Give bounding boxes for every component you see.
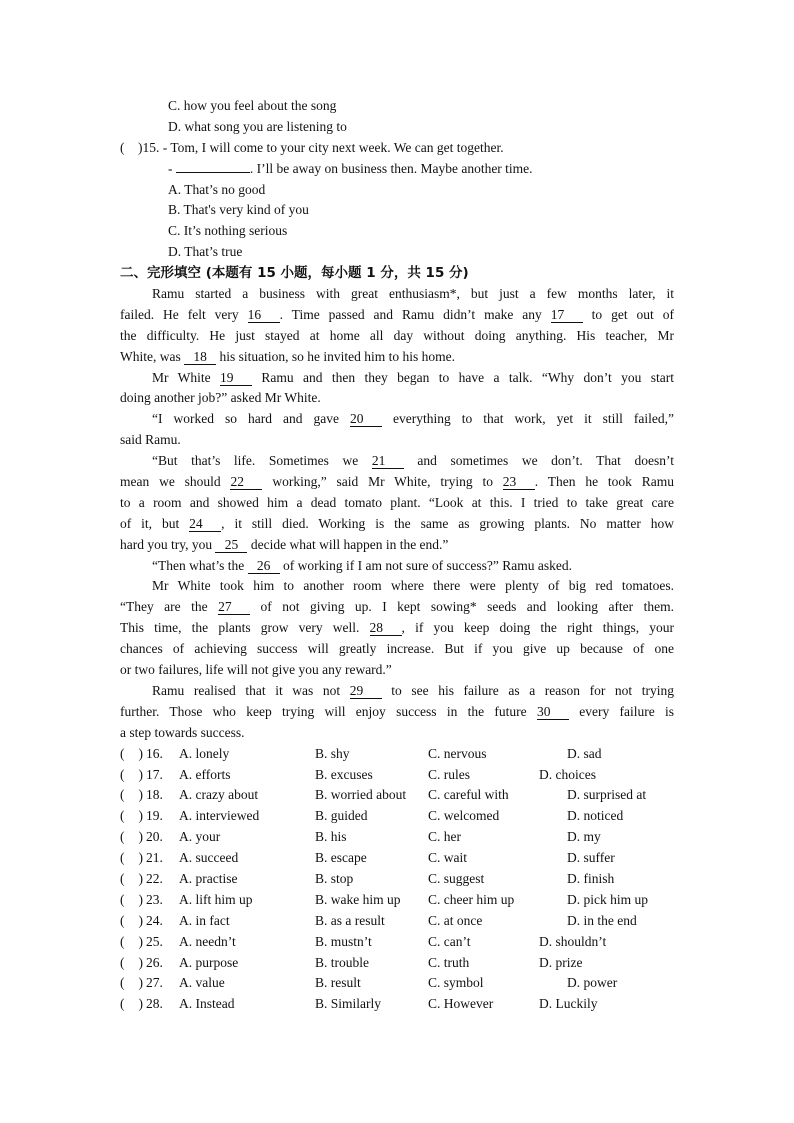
question-row: [120, 953, 674, 974]
question-number: 21.: [146, 850, 163, 866]
question-number: 17.: [146, 766, 163, 782]
passage-line: to a room and showed him a dead tomato plant. “Look at this. I tried to take great care: [120, 494, 674, 510]
option-b: B. worried about: [315, 787, 407, 803]
option-a: A. succeed: [179, 850, 239, 866]
option-a: A. purpose: [179, 954, 239, 970]
blank-21[interactable]: 21: [372, 453, 404, 469]
option-c: C. suggest: [428, 870, 485, 886]
answer-paren[interactable]: ( ): [120, 891, 143, 907]
question-number: 22.: [146, 870, 163, 886]
blank-27[interactable]: 27: [218, 599, 250, 615]
option-d: D. my: [567, 829, 601, 845]
answer-paren[interactable]: ( ): [120, 745, 143, 761]
option-a: A. in fact: [179, 912, 230, 928]
passage-line: Ramu started a business with great enthusiasm*, but just a few months later, it: [152, 286, 674, 302]
q15-blank[interactable]: [176, 172, 250, 173]
exam-page: [120, 96, 674, 1015]
option-d: D. power: [567, 975, 618, 991]
passage-line: Mr White 19 Ramu and then they began to have a talk. “Why don’t you start: [152, 369, 674, 385]
option-c: C. careful with: [428, 787, 509, 803]
option-b: B. wake him up: [315, 891, 401, 907]
option-d: D. finish: [567, 870, 615, 886]
option-d: D. noticed: [567, 808, 624, 824]
question-number: 26.: [146, 954, 163, 970]
option-b: B. excuses: [315, 766, 373, 782]
option-b: B. mustn’t: [315, 933, 372, 949]
blank-16[interactable]: 16: [248, 307, 280, 323]
option-a: A. crazy about: [179, 787, 259, 803]
passage-line: “They are the 27 of not giving up. I kept sowing* seeds and looking after them.: [120, 599, 674, 615]
option-b: B. his: [315, 829, 347, 845]
passage-line: the difficulty. He just stayed at home all day without doing anything. His teacher, Mr: [120, 327, 674, 343]
answer-paren[interactable]: ( ): [120, 808, 143, 824]
option-a: A. Instead: [179, 996, 235, 1012]
q15-option-b: B. That's very kind of you: [168, 202, 309, 218]
blank-25[interactable]: 25: [215, 537, 247, 553]
option-c: C. her: [428, 829, 461, 845]
option-c: C. nervous: [428, 745, 487, 761]
question-number: 16.: [146, 745, 163, 761]
cloze-passage: [120, 284, 674, 744]
question-row: [120, 994, 674, 1015]
option-c: C. rules: [428, 766, 470, 782]
option-c: C. welcomed: [428, 808, 500, 824]
q15-option-a: A. That’s no good: [168, 181, 266, 197]
answer-paren[interactable]: ( ): [120, 996, 143, 1012]
q14-option-c: C. how you feel about the song: [168, 98, 337, 113]
option-c: C. cheer him up: [428, 891, 515, 907]
option-c: C. wait: [428, 850, 467, 866]
option-d: D. sad: [567, 745, 602, 761]
q15-reply-pre: -: [168, 160, 176, 176]
option-b: B. guided: [315, 808, 368, 824]
blank-23[interactable]: 23: [503, 474, 535, 490]
option-b: B. stop: [315, 870, 354, 886]
blank-28[interactable]: 28: [370, 620, 402, 636]
passage-line: failed. He felt very 16 . Time passed and Ramu didn’t make any 17 to get out of: [120, 306, 674, 322]
blank-17[interactable]: 17: [551, 307, 583, 323]
option-c: C. at once: [428, 912, 483, 928]
question-list: [120, 744, 674, 1016]
passage-line: of it, but 24 , it still died. Working is the same as growing plants. No matter how: [120, 515, 675, 531]
option-b: B. as a result: [315, 912, 385, 928]
option-d: D. surprised at: [567, 787, 647, 803]
option-a: A. interviewed: [179, 808, 260, 824]
passage-line: further. Those who keep trying will enjoy success in the future 30 every failure is: [120, 703, 675, 719]
question-number: 20.: [146, 829, 163, 845]
blank-18[interactable]: 18: [184, 349, 216, 365]
question-row: [120, 806, 674, 827]
option-d: D. suffer: [567, 850, 615, 866]
passage-line: hard you try, you 25 decide what will happen in the end.”: [120, 536, 449, 552]
section-2-title: 二、完形填空 (本题有 15 小题，每小题 1 分，共 15 分): [120, 265, 469, 282]
blank-20[interactable]: 20: [350, 411, 382, 427]
question-number: 18.: [146, 787, 163, 803]
option-a: A. lonely: [179, 745, 230, 761]
question-row: [120, 848, 674, 869]
blank-26[interactable]: 26: [248, 558, 280, 574]
blank-30[interactable]: 30: [537, 704, 569, 720]
answer-paren[interactable]: ( ): [120, 139, 143, 155]
answer-paren[interactable]: ( ): [120, 850, 143, 866]
answer-paren[interactable]: ( ): [120, 912, 143, 928]
blank-24[interactable]: 24: [189, 516, 221, 532]
option-c: C. truth: [428, 954, 470, 970]
passage-line: “Then what’s the 26 of working if I am not sure of success?” Ramu asked.: [152, 557, 573, 573]
question-row: [120, 765, 674, 786]
answer-paren[interactable]: ( ): [120, 787, 143, 803]
option-a: A. value: [179, 975, 225, 991]
option-a: A. needn’t: [179, 933, 236, 949]
option-d: D. prize: [539, 954, 583, 970]
answer-paren[interactable]: ( ): [120, 766, 143, 782]
question-number: 19.: [146, 808, 163, 824]
answer-paren[interactable]: ( ): [120, 933, 143, 949]
q15-option-d: D. That’s true: [168, 244, 243, 260]
q14-option-d: D. what song you are listening to: [168, 118, 347, 134]
passage-line: chances of achieving success will greatly increase. But if you give up because of one: [120, 641, 674, 657]
option-d: D. in the end: [567, 912, 637, 928]
passage-line: This time, the plants grow very well. 28 , if you keep doing the right things, your: [120, 620, 674, 636]
question-number: 24.: [146, 912, 163, 928]
q15-option-c: C. It’s nothing serious: [168, 223, 288, 239]
passage-line: doing another job?” asked Mr White.: [120, 390, 321, 406]
q15-text: 15. - Tom, I will come to your city next week. We can get together.: [142, 139, 504, 155]
blank-22[interactable]: 22: [230, 474, 262, 490]
option-a: A. lift him up: [179, 891, 253, 907]
passage-line: a step towards success.: [120, 724, 245, 740]
question-row: [120, 785, 674, 806]
option-d: D. pick him up: [567, 891, 648, 907]
question-row: [120, 973, 674, 994]
question-number: 27.: [146, 975, 163, 991]
answer-paren[interactable]: ( ): [120, 954, 143, 970]
option-b: B. result: [315, 975, 361, 991]
question-row: [120, 744, 674, 765]
option-a: A. efforts: [179, 766, 231, 782]
option-a: A. your: [179, 829, 221, 845]
question-row: [120, 869, 674, 890]
blank-29[interactable]: 29: [350, 683, 382, 699]
option-c: C. However: [428, 996, 494, 1012]
passage-line: Ramu realised that it was not 29 to see his failure as a reason for not trying: [152, 682, 674, 698]
passage-line: Mr White took him to another room where there were plenty of big red tomatoes.: [152, 578, 674, 594]
option-d: D. shouldn’t: [539, 933, 607, 949]
option-d: D. choices: [539, 766, 596, 782]
question-row: [120, 827, 674, 848]
question-number: 25.: [146, 933, 163, 949]
question-number: 23.: [146, 891, 163, 907]
question-row: [120, 932, 674, 953]
option-b: B. trouble: [315, 954, 369, 970]
passage-line: or two failures, life will not give you any reward.”: [120, 662, 392, 678]
q15-reply: [120, 159, 674, 180]
question-row: [120, 890, 674, 911]
question-row: [120, 911, 674, 932]
q15-reply-post: . I’ll be away on business then. Maybe another time.: [249, 160, 533, 176]
passage-line: “But that’s life. Sometimes we 21 and sometimes we don’t. That doesn’t: [152, 453, 674, 469]
option-d: D. Luckily: [539, 996, 598, 1012]
passage-line: “I worked so hard and gave 20 everything to that work, yet it still failed,”: [152, 411, 674, 427]
answer-paren[interactable]: ( ): [120, 975, 143, 991]
option-c: C. symbol: [428, 975, 484, 991]
passage-line: mean we should 22 working,” said Mr White, trying to 23 . Then he took Ramu: [120, 474, 674, 490]
passage-line: said Ramu.: [120, 432, 181, 448]
option-b: B. escape: [315, 850, 367, 866]
answer-paren[interactable]: ( ): [120, 829, 143, 845]
option-a: A. practise: [179, 870, 238, 886]
passage-line: White, was 18 his situation, so he invited him to his home.: [120, 348, 455, 364]
option-c: C. can’t: [428, 933, 471, 949]
answer-paren[interactable]: ( ): [120, 870, 143, 886]
question-number: 28.: [146, 996, 163, 1012]
blank-19[interactable]: 19: [220, 370, 252, 386]
option-b: B. Similarly: [315, 996, 382, 1012]
q15-prompt: [120, 138, 674, 159]
option-b: B. shy: [315, 745, 350, 761]
